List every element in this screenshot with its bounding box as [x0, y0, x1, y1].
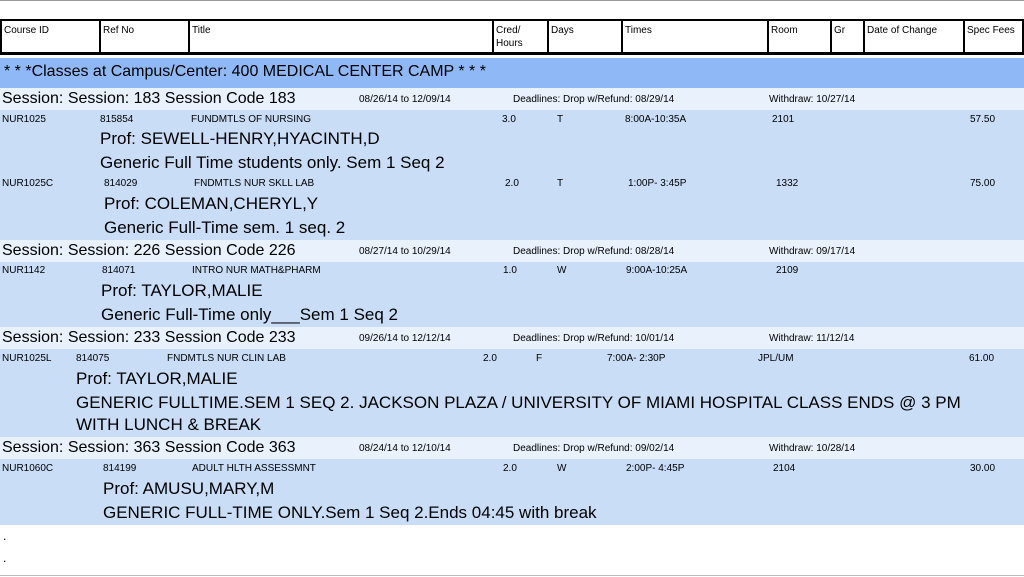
- course-title: FUNDMTLS OF NURSING: [191, 114, 311, 125]
- times: 8:00A-10:35A: [625, 114, 687, 125]
- ref-no: 814029: [104, 178, 138, 189]
- top-rule: [0, 0, 1024, 1]
- course-id: NUR1025: [2, 114, 46, 125]
- session-withdraw: Withdraw: 11/12/14: [769, 333, 855, 344]
- room: 2109: [776, 265, 799, 276]
- days: F: [536, 353, 543, 364]
- ref-no: 814075: [76, 353, 110, 364]
- session-label: Session: Session: 233 Session Code 233: [2, 329, 296, 346]
- spec-fee: 61.00: [969, 353, 995, 364]
- col-times-label: Times: [625, 25, 652, 36]
- session-label: Session: Session: 183 Session Code 183: [2, 90, 296, 107]
- col-date-of-change-label: Date of Change: [867, 25, 938, 36]
- col-course-id[interactable]: [2, 21, 99, 52]
- campus-header: [0, 58, 1024, 88]
- times: 1:00P- 3:45P: [628, 178, 687, 189]
- course-title: FNDMTLS NUR CLIN LAB: [167, 353, 286, 364]
- course-title: INTRO NUR MATH&PHARM: [192, 265, 321, 276]
- days: T: [557, 114, 564, 125]
- col-course-id-label: Course ID: [4, 25, 50, 36]
- session-dates: 08/24/14 to 12/10/14: [359, 443, 451, 454]
- professor: Prof: COLEMAN,CHERYL,Y: [104, 194, 319, 213]
- credit-hours: 2.0: [503, 463, 517, 474]
- course-row: [0, 262, 1024, 327]
- col-date-of-change[interactable]: [865, 21, 963, 52]
- credit-hours: 1.0: [503, 265, 517, 276]
- course-title: FNDMTLS NUR SKLL LAB: [194, 178, 315, 189]
- session-deadlines: Deadlines: Drop w/Refund: 10/01/14: [513, 333, 675, 344]
- col-cred-hours[interactable]: [494, 21, 547, 52]
- session-deadlines: Deadlines: Drop w/Refund: 09/02/14: [513, 443, 675, 454]
- room: 2101: [772, 114, 795, 125]
- times: 9:00A-10:25A: [626, 265, 688, 276]
- credit-hours: 2.0: [505, 178, 519, 189]
- col-gr[interactable]: [832, 21, 863, 52]
- col-title-label: Title: [192, 25, 211, 36]
- session-row: [0, 88, 1024, 110]
- course-id: NUR1025L: [2, 353, 52, 364]
- session-deadlines: Deadlines: Drop w/Refund: 08/28/14: [513, 246, 675, 257]
- course-row: [0, 349, 1024, 437]
- column-header-row: [0, 19, 1024, 55]
- session-row: [0, 327, 1024, 349]
- professor: Prof: SEWELL-HENRY,HYACINTH,D: [100, 129, 380, 148]
- ref-no: 814071: [102, 265, 136, 276]
- col-days[interactable]: [549, 21, 621, 52]
- session-withdraw: Withdraw: 10/28/14: [769, 443, 856, 454]
- professor: Prof: AMUSU,MARY,M: [103, 479, 275, 498]
- course-row: [0, 459, 1024, 525]
- course-note: Generic Full Time students only. Sem 1 Seq 2: [100, 153, 445, 172]
- session-label: Session: Session: 226 Session Code 226: [2, 242, 296, 259]
- col-ref-no-label: Ref No: [103, 25, 135, 36]
- col-title[interactable]: [190, 21, 492, 52]
- days: T: [557, 178, 564, 189]
- col-hours-label: Hours: [496, 38, 523, 49]
- session-deadlines: Deadlines: Drop w/Refund: 08/29/14: [513, 94, 675, 105]
- course-row: [0, 110, 1024, 175]
- spec-fee: 75.00: [970, 178, 996, 189]
- col-ref-no[interactable]: [101, 21, 188, 52]
- professor: Prof: TAYLOR,MALIE: [101, 281, 263, 300]
- session-dates: 08/26/14 to 12/09/14: [359, 94, 451, 105]
- col-days-label: Days: [551, 25, 574, 36]
- times: 7:00A- 2:30P: [607, 353, 666, 364]
- spec-fee: 30.00: [970, 463, 996, 474]
- course-title: ADULT HLTH ASSESSMNT: [192, 463, 316, 474]
- col-room[interactable]: [769, 21, 830, 52]
- col-times[interactable]: [623, 21, 767, 52]
- session-withdraw: Withdraw: 09/17/14: [769, 246, 856, 257]
- course-row: [0, 175, 1024, 240]
- session-row: [0, 437, 1024, 459]
- ref-no: 815854: [100, 114, 134, 125]
- spec-fee: 57.50: [970, 114, 996, 125]
- room: JPL/UM: [758, 353, 794, 364]
- room: 2104: [773, 463, 796, 474]
- ref-no: 814199: [103, 463, 137, 474]
- bottom-rule: [0, 575, 1024, 576]
- col-spec-fees[interactable]: [965, 21, 1022, 52]
- course-id: NUR1142: [2, 265, 46, 276]
- col-spec-fees-label: Spec Fees: [967, 25, 1015, 36]
- trailing-dot: .: [3, 529, 7, 543]
- col-cred-label: Cred/: [496, 25, 521, 36]
- col-room-label: Room: [771, 25, 798, 36]
- campus-header-text: * * *Classes at Campus/Center: 400 MEDICAL CENTER CAMP * * *: [4, 63, 486, 80]
- session-label: Session: Session: 363 Session Code 363: [2, 439, 296, 456]
- days: W: [557, 463, 567, 474]
- room: 1332: [776, 178, 799, 189]
- professor: Prof: TAYLOR,MALIE: [76, 369, 238, 388]
- course-id: NUR1060C: [2, 463, 54, 474]
- session-withdraw: Withdraw: 10/27/14: [769, 94, 856, 105]
- course-note: GENERIC FULLTIME.SEM 1 SEQ 2. JACKSON PLAZA / UNIVERSITY OF MIAMI HOSPITAL CLASS ENDS @ 3 PM: [76, 393, 961, 412]
- session-dates: 09/26/14 to 12/12/14: [359, 333, 451, 344]
- days: W: [557, 265, 567, 276]
- trailing-dot: .: [3, 551, 7, 565]
- times: 2:00P- 4:45P: [626, 463, 685, 474]
- course-id: NUR1025C: [2, 178, 54, 189]
- session-row: [0, 240, 1024, 262]
- session-dates: 08/27/14 to 10/29/14: [359, 246, 451, 257]
- course-note: GENERIC FULL-TIME ONLY.Sem 1 Seq 2.Ends 04:45 with break: [103, 503, 597, 522]
- course-note: Generic Full-Time sem. 1 seq. 2: [104, 218, 346, 237]
- col-gr-label: Gr: [834, 25, 846, 36]
- credit-hours: 3.0: [502, 114, 516, 125]
- course-note: Generic Full-Time only___Sem 1 Seq 2: [101, 305, 399, 324]
- course-note-continued: WITH LUNCH & BREAK: [76, 415, 262, 434]
- credit-hours: 2.0: [483, 353, 497, 364]
